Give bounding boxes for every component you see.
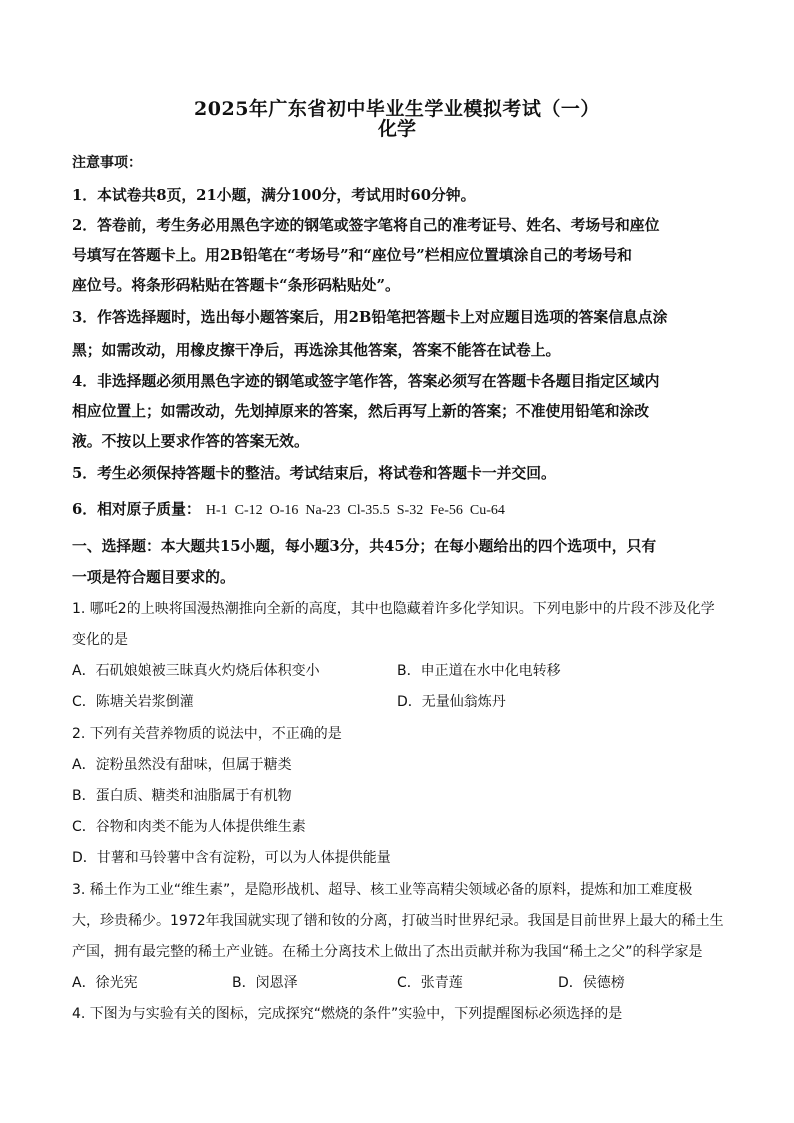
q3-option-a: A．徐光宪 [72, 975, 138, 991]
q2-option-a: A．淀粉虽然没有甜味，但属于糖类 [72, 757, 292, 773]
q3-option-d: D．侯德榜 [558, 975, 625, 991]
q3-stem-line-1: 3. 稀土作为工业“维生素”，是隐形战机、超导、核工业等高精尖领域必备的原料，提炼和加工难度极 [72, 882, 693, 898]
q3-option-b: B．闵恩泽 [232, 975, 298, 991]
notice-item-5: 5．考生必须保持答题卡的整洁。考试结束后，将试卷和答题卡一并交回。 [72, 465, 556, 482]
notice-item-3-line-1: 3．作答选择题时，选出每小题答案后，用2B铅笔把答题卡上对应题目选项的答案信息点涂 [72, 309, 668, 326]
q3-option-c: C．张青莲 [397, 975, 463, 991]
q1-stem-line-2: 变化的是 [72, 632, 128, 648]
q3-stem-line-2: 大，珍贵稀少。1972年我国就实现了镨和钕的分离，打破当时世界纪录。我国是目前世界上最大的稀土生 [72, 913, 724, 929]
notice-item-4-line-1: 4．非选择题必须用黑色字迹的钢笔或签字笔作答，答案必须写在答题卡各题目指定区域内 [72, 373, 660, 390]
section-1-heading-line-2: 一项是符合题目要求的。 [72, 569, 235, 586]
atomic-masses: H-1 C-12 O-16 Na-23 Cl-35.5 S-32 Fe-56 Cu-64 [205, 503, 505, 518]
notice-item-4-line-2: 相应位置上；如需改动，先划掉原来的答案，然后再写上新的答案；不准使用铅笔和涂改 [72, 403, 650, 420]
q2-option-b: B．蛋白质、糖类和油脂属于有机物 [72, 788, 292, 804]
q1-option-d: D．无量仙翁炼丹 [397, 694, 506, 710]
notice-heading: 注意事项： [72, 155, 142, 171]
q1-option-a: A．石矶娘娘被三昧真火灼烧后体积变小 [72, 663, 320, 679]
notice-item-2-line-2: 号填写在答题卡上。用2B铅笔在“考场号”和“座位号”栏相应位置填涂自己的考场号和 [72, 247, 632, 264]
notice-item-6 [72, 498, 505, 519]
notice-item-1: 1．本试卷共8页，21小题，满分100分，考试用时60分钟。 [72, 187, 476, 204]
section-1-heading-line-1: 一、选择题：本大题共15小题，每小题3分，共45分；在每小题给出的四个选项中，只有 [72, 538, 657, 555]
q1-option-c: C．陈塘关岩浆倒灌 [72, 694, 194, 710]
q1-stem-line-1: 1. 哪吒2的上映将国漫热潮推向全新的高度，其中也隐藏着许多化学知识。下列电影中的片段不涉及化学 [72, 601, 715, 617]
notice-item-3-line-2: 黑；如需改动，用橡皮擦干净后，再选涂其他答案，答案不能答在试卷上。 [72, 342, 561, 359]
exam-title: 2025年广东省初中毕业生学业模拟考试（一） [194, 98, 600, 120]
q2-stem: 2. 下列有关营养物质的说法中，不正确的是 [72, 726, 342, 742]
notice-item-4-line-3: 液。不按以上要求作答的答案无效。 [72, 433, 309, 450]
q1-option-b: B．申正道在水中化电转移 [397, 663, 561, 679]
q2-option-d: D．甘薯和马铃薯中含有淀粉，可以为人体提供能量 [72, 850, 391, 866]
exam-subject: 化学 [377, 118, 416, 140]
q4-stem: 4. 下图为与实验有关的图标，完成探究“燃烧的条件”实验中，下列提醒图标必须选择的是 [72, 1006, 623, 1022]
notice-item-2-line-3: 座位号。将条形码粘贴在答题卡“条形码粘贴处”。 [72, 277, 400, 294]
notice-item-2-line-1: 2．答卷前，考生务必用黑色字迹的钢笔或签字笔将自己的准考证号、姓名、考场号和座位 [72, 217, 660, 234]
q3-stem-line-3: 产国，拥有最完整的稀土产业链。在稀土分离技术上做出了杰出贡献并称为我国“稀土之父”的科学家是 [72, 944, 703, 960]
notice-item-6-label: 6．相对原子质量： [72, 501, 201, 518]
q2-option-c: C．谷物和肉类不能为人体提供维生素 [72, 819, 306, 835]
